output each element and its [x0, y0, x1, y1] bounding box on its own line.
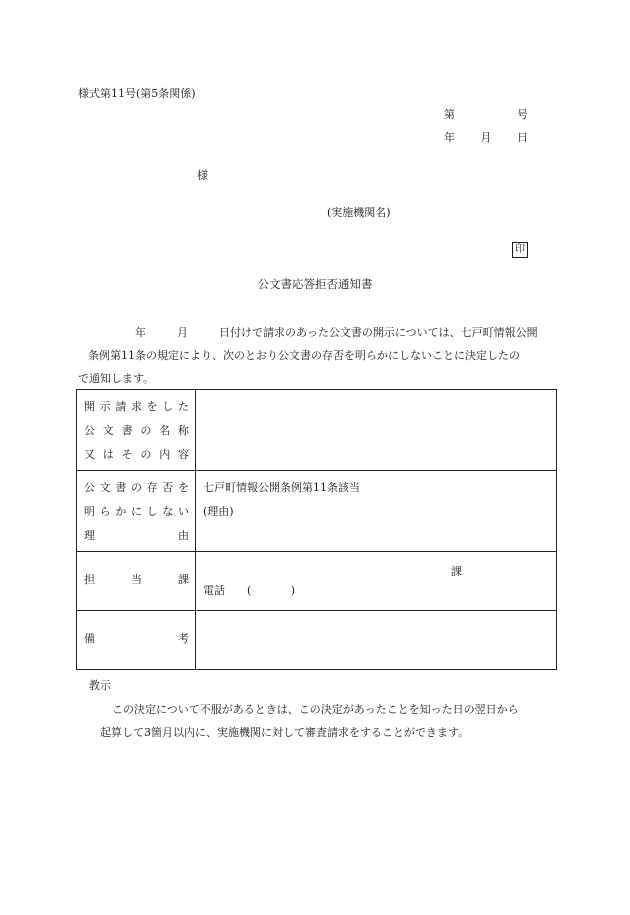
label-line: 備 考: [84, 632, 189, 645]
label-line: 担 当 課: [84, 573, 189, 586]
agency-name: (実施機関名): [327, 206, 391, 219]
notice-heading: 教示: [89, 679, 111, 692]
table-row: [77, 611, 557, 670]
seal-mark: 印: [512, 242, 528, 258]
addressee-suffix: 様: [197, 169, 208, 182]
remarks-content-cell[interactable]: [196, 611, 557, 670]
reason-content-cell[interactable]: [196, 471, 557, 552]
phone-parens: ( ): [247, 584, 314, 597]
body-paragraph: [78, 321, 556, 390]
department-content-cell[interactable]: [196, 552, 557, 611]
phone-label: 電話: [203, 584, 225, 597]
request-label-cell: [77, 390, 196, 471]
form-number-label: 様式第11号(第5条関係): [78, 87, 196, 100]
reason-label: (理由): [203, 505, 234, 518]
date-month: 月: [480, 131, 492, 144]
department-label-cell: [77, 552, 196, 611]
body-line-2: 条例第11条の規定により、次のとおり公文書の存否を明らかにしないことに決定したの: [88, 349, 520, 362]
request-content-cell[interactable]: [196, 390, 557, 471]
body-line-3: で通知します。: [78, 372, 155, 385]
label-line: 明 ら か に し な い: [84, 505, 189, 518]
reason-article: 七戸町情報公開条例第11条該当: [203, 481, 360, 494]
number-suffix: 号: [517, 108, 528, 121]
phone-line: [203, 582, 550, 600]
date-line: [444, 131, 528, 144]
label-line: 公 文 書 の 名 称: [84, 424, 189, 437]
table-row: [77, 390, 557, 471]
number-prefix: 第: [444, 108, 455, 121]
label-line: 開 示 請 求 を し た: [84, 400, 189, 413]
remarks-label-cell: [77, 611, 196, 670]
department-suffix: 課: [451, 565, 462, 578]
notice-line-2: 起算して3箇月以内に、実施機関に対して審査請求をすることができます。: [100, 726, 470, 739]
form-table: [76, 389, 557, 670]
label-line: 又 は そ の 内 容: [84, 448, 189, 461]
notice-paragraph: [78, 698, 556, 744]
label-line: 公 文 書 の 存 否 を: [84, 481, 189, 494]
date-year: 年: [444, 131, 455, 144]
label-line: 理 由: [84, 529, 189, 542]
document-number-line: [444, 108, 528, 121]
document-title: 公文書応答拒否通知書: [257, 277, 373, 291]
table-row: [77, 552, 557, 611]
notice-line-1: この決定について不服があるときは、この決定があったことを知った日の翌日から: [112, 703, 519, 716]
body-line-1: 年 月 日付けで請求のあった公文書の開示については、七戸町情報公開: [135, 326, 538, 339]
reason-label-cell: [77, 471, 196, 552]
table-row: [77, 471, 557, 552]
date-day: 日: [517, 131, 528, 144]
